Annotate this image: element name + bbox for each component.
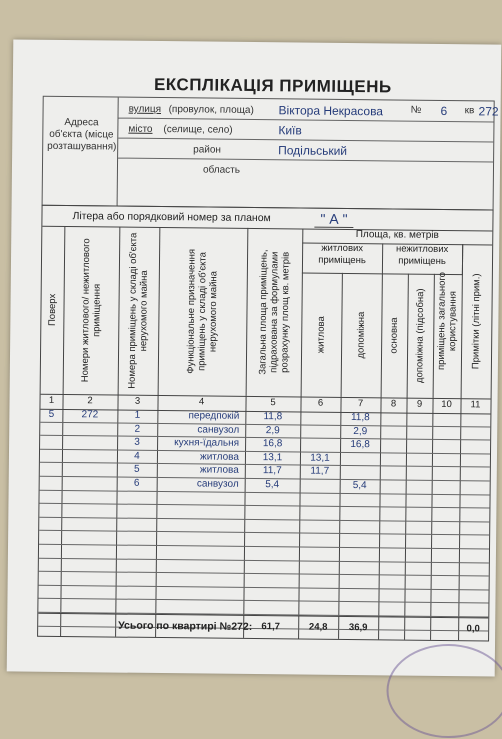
cell-total: 13,1 (245, 452, 300, 464)
cell-floor: 5 (40, 409, 62, 420)
header-aux: допоміжна (341, 273, 383, 397)
city-label: місто (128, 124, 152, 135)
explication-table (37, 205, 493, 642)
cell-purpose: кухня-їдальня (157, 437, 239, 449)
cell-room: 5 (117, 464, 157, 475)
cell-living: 11,7 (300, 466, 340, 477)
header-floor: Поверх (41, 226, 66, 394)
street-label: вулиця (129, 104, 162, 115)
header-room-number: Номера приміщень у складі об'єкта нерухомого майна (118, 227, 161, 395)
region-label: область (203, 164, 240, 175)
totals-summer-area: 0,0 (458, 623, 488, 634)
living-group-header: житлових приміщень (302, 242, 383, 274)
totals-living-area: 24,8 (298, 621, 338, 632)
address-block (42, 96, 495, 211)
cell-purpose: санвузол (157, 478, 239, 490)
cell-total: 2,9 (245, 425, 300, 437)
header-utility: допоміжна (підсобна) (407, 274, 435, 398)
street-hint: (провулок, площа) (169, 104, 254, 116)
cell-aux: 2,9 (340, 426, 380, 437)
cell-total: 11,8 (245, 411, 300, 423)
apartment-label: кв (465, 105, 475, 116)
totals-aux-area: 36,9 (338, 622, 378, 633)
number-label: № (411, 105, 422, 116)
cell-room: 6 (117, 478, 157, 489)
city-hint: (селище, село) (163, 124, 232, 136)
header-common: приміщень загального користування (433, 244, 464, 398)
cell-living: 13,1 (300, 452, 340, 463)
header-purpose: Функціональне призначення приміщень у складі об'єкта нерухомого майна (158, 227, 249, 396)
region-row (118, 158, 493, 182)
cell-total: 5,4 (245, 479, 300, 491)
header-apartment-number: Номери житлового/ нежитлового приміщення (63, 226, 121, 395)
district-label: район (193, 144, 221, 155)
totals-row (38, 613, 488, 641)
cell-purpose: житлова (157, 464, 239, 476)
nonliving-group-header: нежитлових приміщень (382, 243, 463, 275)
cell-total: 16,8 (245, 438, 300, 450)
document-page (7, 39, 502, 676)
header-total-area: Загальна площа приміщень, підрахована за формулами розрахунку площ кв. метрів (246, 228, 304, 397)
column-number-row: 1 2 3 4 5 6 7 8 9 10 11 (40, 394, 490, 415)
header-main: основна (381, 273, 409, 397)
header-notes: Примітки (літні прим.) (461, 244, 493, 398)
area-group-header: Площа, кв. метрів (302, 228, 492, 245)
city-value: Київ (278, 123, 302, 137)
stamp (386, 643, 502, 738)
cell-room: 1 (117, 410, 157, 421)
header-living: житлова (301, 272, 343, 396)
street-value: Віктора Некрасова (279, 103, 384, 118)
cell-room: 4 (117, 450, 157, 461)
apartment-value: 272 (479, 104, 499, 118)
district-value: Подільський (278, 143, 347, 158)
cell-purpose: санвузол (157, 424, 239, 436)
cell-apt: 272 (62, 409, 117, 421)
document-title: ЕКСПЛІКАЦІЯ ПРИМІЩЕНЬ (73, 74, 473, 98)
cell-total: 11,7 (245, 465, 300, 477)
number-value: 6 (441, 104, 448, 118)
cell-aux: 5,4 (340, 480, 380, 491)
cell-purpose: передпокій (157, 410, 239, 422)
address-label: Адреса об'єкта (місце розташування) (47, 117, 115, 154)
letter-value: " А " (314, 211, 353, 228)
cell-room: 2 (117, 423, 157, 434)
totals-label: Усього по квартирі №272: (118, 620, 252, 633)
cell-aux: 11,8 (340, 412, 380, 423)
totals-total-area: 61,7 (243, 621, 298, 633)
cell-purpose: житлова (157, 451, 239, 463)
cell-aux: 16,8 (340, 439, 380, 450)
letter-label: Літера або порядковий номер за планом (72, 210, 270, 224)
cell-room: 3 (117, 437, 157, 448)
